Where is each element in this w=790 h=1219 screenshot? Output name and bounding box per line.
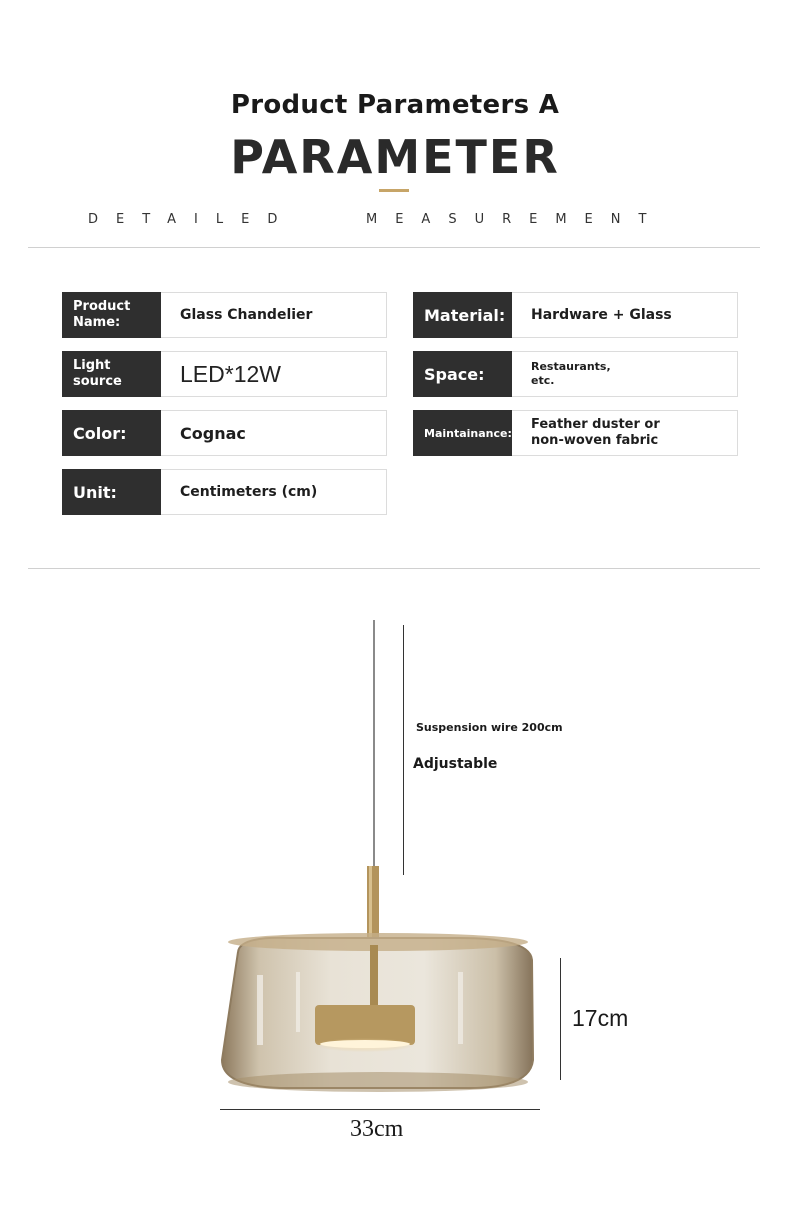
lamp-image bbox=[0, 600, 790, 1160]
param-label: Unit: bbox=[62, 469, 161, 515]
param-label: Maintainance: bbox=[413, 410, 512, 456]
divider-top bbox=[28, 247, 760, 248]
param-row-color bbox=[62, 410, 387, 456]
adjustable-label: Adjustable bbox=[413, 756, 498, 772]
param-label: Product Name: bbox=[62, 292, 161, 338]
param-row-maintainance bbox=[413, 410, 738, 456]
param-value: Glass Chandelier bbox=[161, 292, 387, 338]
param-value: Feather duster or non-woven fabric bbox=[512, 410, 738, 456]
param-value: Cognac bbox=[161, 410, 387, 456]
width-label: 33cm bbox=[350, 1116, 404, 1142]
param-label: Material: bbox=[413, 292, 512, 338]
param-value: Hardware + Glass bbox=[512, 292, 738, 338]
param-row-material bbox=[413, 292, 738, 338]
param-row-product-name bbox=[62, 292, 387, 338]
param-value: Centimeters (cm) bbox=[161, 469, 387, 515]
gold-divider bbox=[379, 189, 409, 192]
param-value: LED*12W bbox=[161, 351, 387, 397]
param-row-light-source bbox=[62, 351, 387, 397]
wire-length-label: Suspension wire 200cm bbox=[416, 721, 563, 734]
tagline-measurement: MEASUREMENT bbox=[366, 212, 665, 227]
param-label: Space: bbox=[413, 351, 512, 397]
param-row-space bbox=[413, 351, 738, 397]
tagline-detailed: DETAILED bbox=[88, 212, 296, 227]
wire-dimension-line bbox=[403, 625, 404, 875]
height-label: 17cm bbox=[572, 1005, 629, 1031]
page-title: PARAMETER bbox=[230, 130, 560, 184]
divider-bottom bbox=[28, 568, 760, 569]
param-label: Color: bbox=[62, 410, 161, 456]
param-label: Light source bbox=[62, 351, 161, 397]
width-dimension-line bbox=[220, 1109, 540, 1110]
param-value: Restaurants, etc. bbox=[512, 351, 738, 397]
param-row-unit bbox=[62, 469, 387, 515]
height-dimension-line bbox=[560, 958, 561, 1080]
page-subtitle: Product Parameters A bbox=[230, 90, 560, 120]
